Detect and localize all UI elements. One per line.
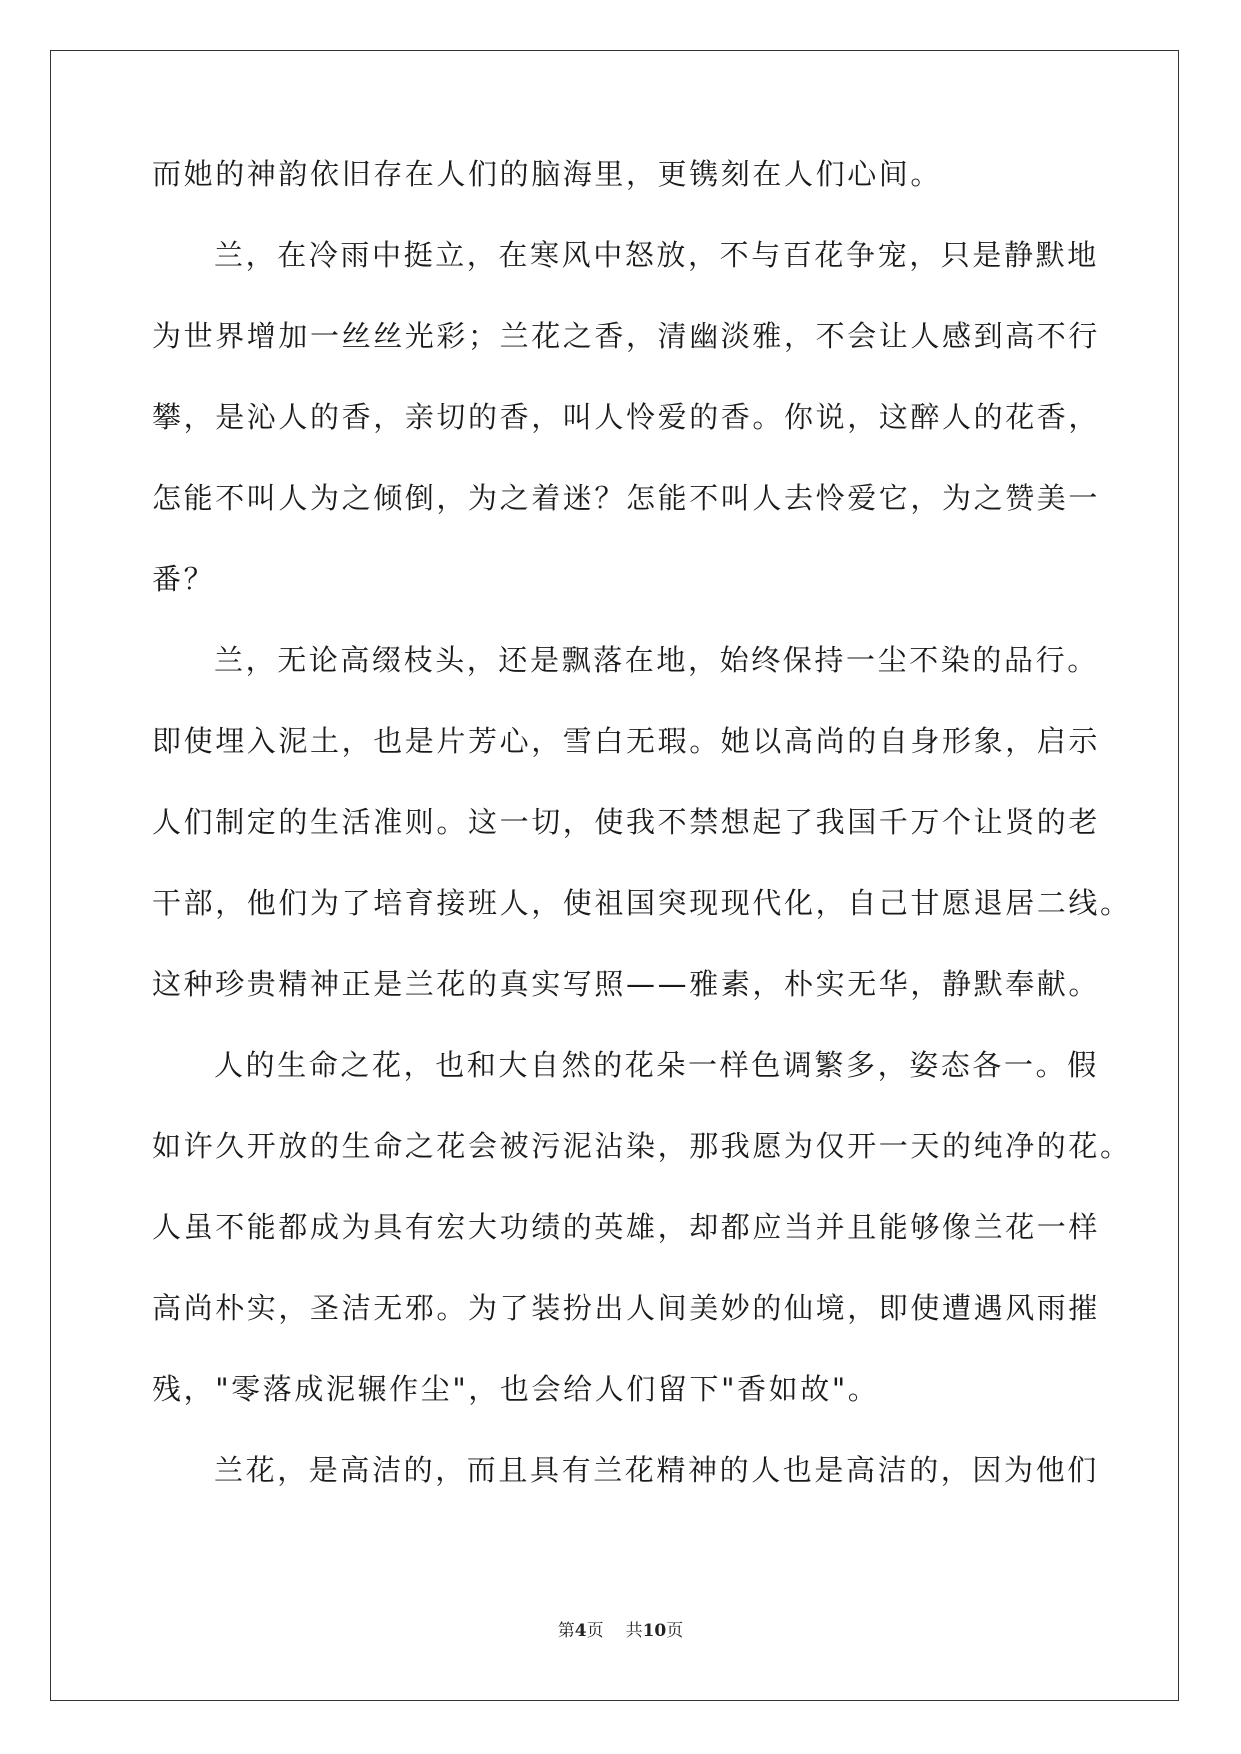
text-line: 残，"零落成泥辗作尘"，也会给人们留下"香如故"。 (152, 1372, 880, 1406)
text-line: 如许久开放的生命之花会被污泥沾染，那我愿为仅开一天的纯净的花。 (152, 1129, 1132, 1163)
text-line: 攀，是沁人的香，亲切的香，叫人怜爱的香。你说，这醉人的花香， (152, 400, 1101, 434)
text-line: 人们制定的生活准则。这一切，使我不禁想起了我国千万个让贤的老 (152, 805, 1101, 839)
text-line: 兰花，是高洁的，而且具有兰花精神的人也是高洁的，因为他们 (214, 1453, 1099, 1487)
page-prefix: 第 (557, 1621, 575, 1641)
page-footer (0, 1616, 1241, 1641)
page-unit: 页 (586, 1621, 604, 1641)
text-line: 番？ (152, 562, 216, 596)
text-line: 这种珍贵精神正是兰花的真实写照——雅素，朴实无华，静默奉献。 (152, 967, 1101, 1001)
text-line: 人虽不能都成为具有宏大功绩的英雄，却都应当并且能够像兰花一样 (152, 1210, 1101, 1244)
text-line: 怎能不叫人为之倾倒，为之着迷？怎能不叫人去怜爱它，为之赞美一 (152, 481, 1101, 515)
text-line: 而她的神韵依旧存在人们的脑海里，更镌刻在人们心间。 (152, 157, 943, 191)
page-total-number: 10 (642, 1621, 667, 1641)
text-line: 即使埋入泥土，也是片芳心，雪白无瑕。她以高尚的自身形象，启示 (152, 724, 1101, 758)
text-line: 兰，无论高缀枝头，还是飘落在地，始终保持一尘不染的品行。 (214, 643, 1099, 677)
text-line: 兰，在冷雨中挺立，在寒风中怒放，不与百花争宠，只是静默地 (214, 238, 1099, 272)
text-line: 干部，他们为了培育接班人，使祖国突现现代化，自己甘愿退居二线。 (152, 886, 1132, 920)
text-line: 人的生命之花，也和大自然的花朵一样色调繁多，姿态各一。假 (214, 1048, 1099, 1082)
text-line: 高尚朴实，圣洁无邪。为了装扮出人间美妙的仙境，即使遭遇风雨摧 (152, 1291, 1101, 1325)
total-unit: 页 (666, 1621, 684, 1641)
document-body (152, 157, 1132, 1537)
total-prefix: 共 (625, 1621, 643, 1641)
page-current-number: 4 (574, 1621, 587, 1641)
text-line: 为世界增加一丝丝光彩；兰花之香，清幽淡雅，不会让人感到高不行 (152, 319, 1101, 353)
